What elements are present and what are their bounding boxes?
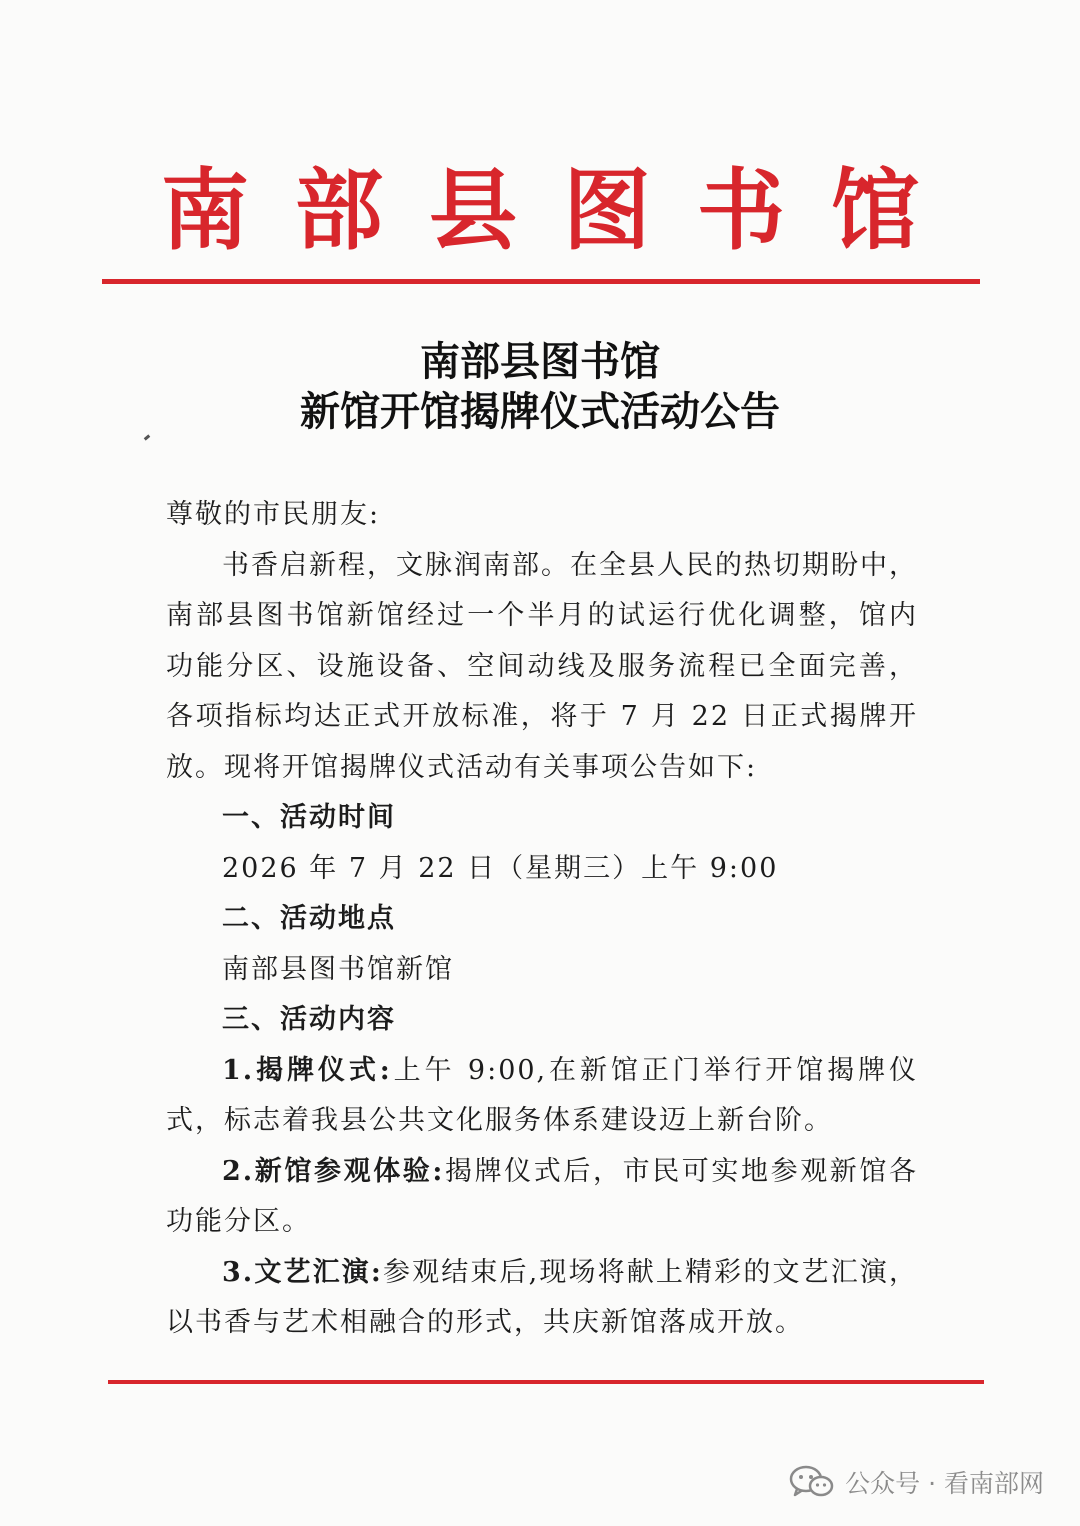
content-item-text: 揭牌仪式后，市民可实地参观新馆各功能分区。 bbox=[166, 1155, 919, 1237]
section2-text: 南部县图书馆新馆 bbox=[222, 953, 454, 985]
content-item-label: 2.新馆参观体验: bbox=[222, 1155, 445, 1187]
content-item-text: 上午 9:00,在新馆正门举行开馆揭牌仪式，标志着我县公共文化服务体系建设迈上新台阶。 bbox=[166, 1054, 919, 1136]
content-item bbox=[166, 1248, 918, 1349]
content-item-label: 1.揭牌仪式: bbox=[222, 1054, 392, 1086]
source-watermark bbox=[789, 1462, 1044, 1502]
notice-body bbox=[166, 490, 918, 1349]
section1-heading: 一、活动时间 bbox=[222, 802, 396, 833]
section2-heading: 二、活动地点 bbox=[222, 903, 396, 934]
content-item bbox=[166, 1046, 918, 1147]
masthead-red-rule bbox=[102, 279, 980, 284]
footer-red-rule bbox=[108, 1380, 984, 1384]
content-item-text: 参观结束后,现场将献上精彩的文艺汇演，以书香与艺术相融合的形式，共庆新馆落成开放。 bbox=[166, 1256, 918, 1338]
content-item bbox=[166, 1147, 918, 1248]
notice-title-line1: 南部县图书馆 bbox=[420, 338, 660, 385]
source-text: 公众号 · 看南部网 bbox=[845, 1469, 1044, 1498]
section3-heading: 三、活动内容 bbox=[222, 1004, 396, 1035]
intro-paragraph: 书香启新程，文脉润南部。在全县人民的热切期盼中，南部县图书馆新馆经过一个半月的试运行优化调整，馆内功能分区、设施设备、空间动线及服务流程已全面完善，各项指标均达正式开放标准，将于 7 月 22 日正式揭牌开放。现将开馆揭牌仪式活动有关事项公告如下: bbox=[166, 549, 918, 783]
masthead: 南部县图书馆 bbox=[160, 158, 965, 262]
notice-title-line2: 新馆开馆揭牌仪式活动公告 bbox=[300, 388, 780, 435]
content-item-label: 3.文艺汇演: bbox=[222, 1256, 383, 1288]
wechat-icon bbox=[789, 1465, 835, 1499]
section1-text: 2026 年 7 月 22 日（星期三）上午 9:00 bbox=[222, 852, 779, 884]
salutation: 尊敬的市民朋友: bbox=[166, 499, 381, 530]
